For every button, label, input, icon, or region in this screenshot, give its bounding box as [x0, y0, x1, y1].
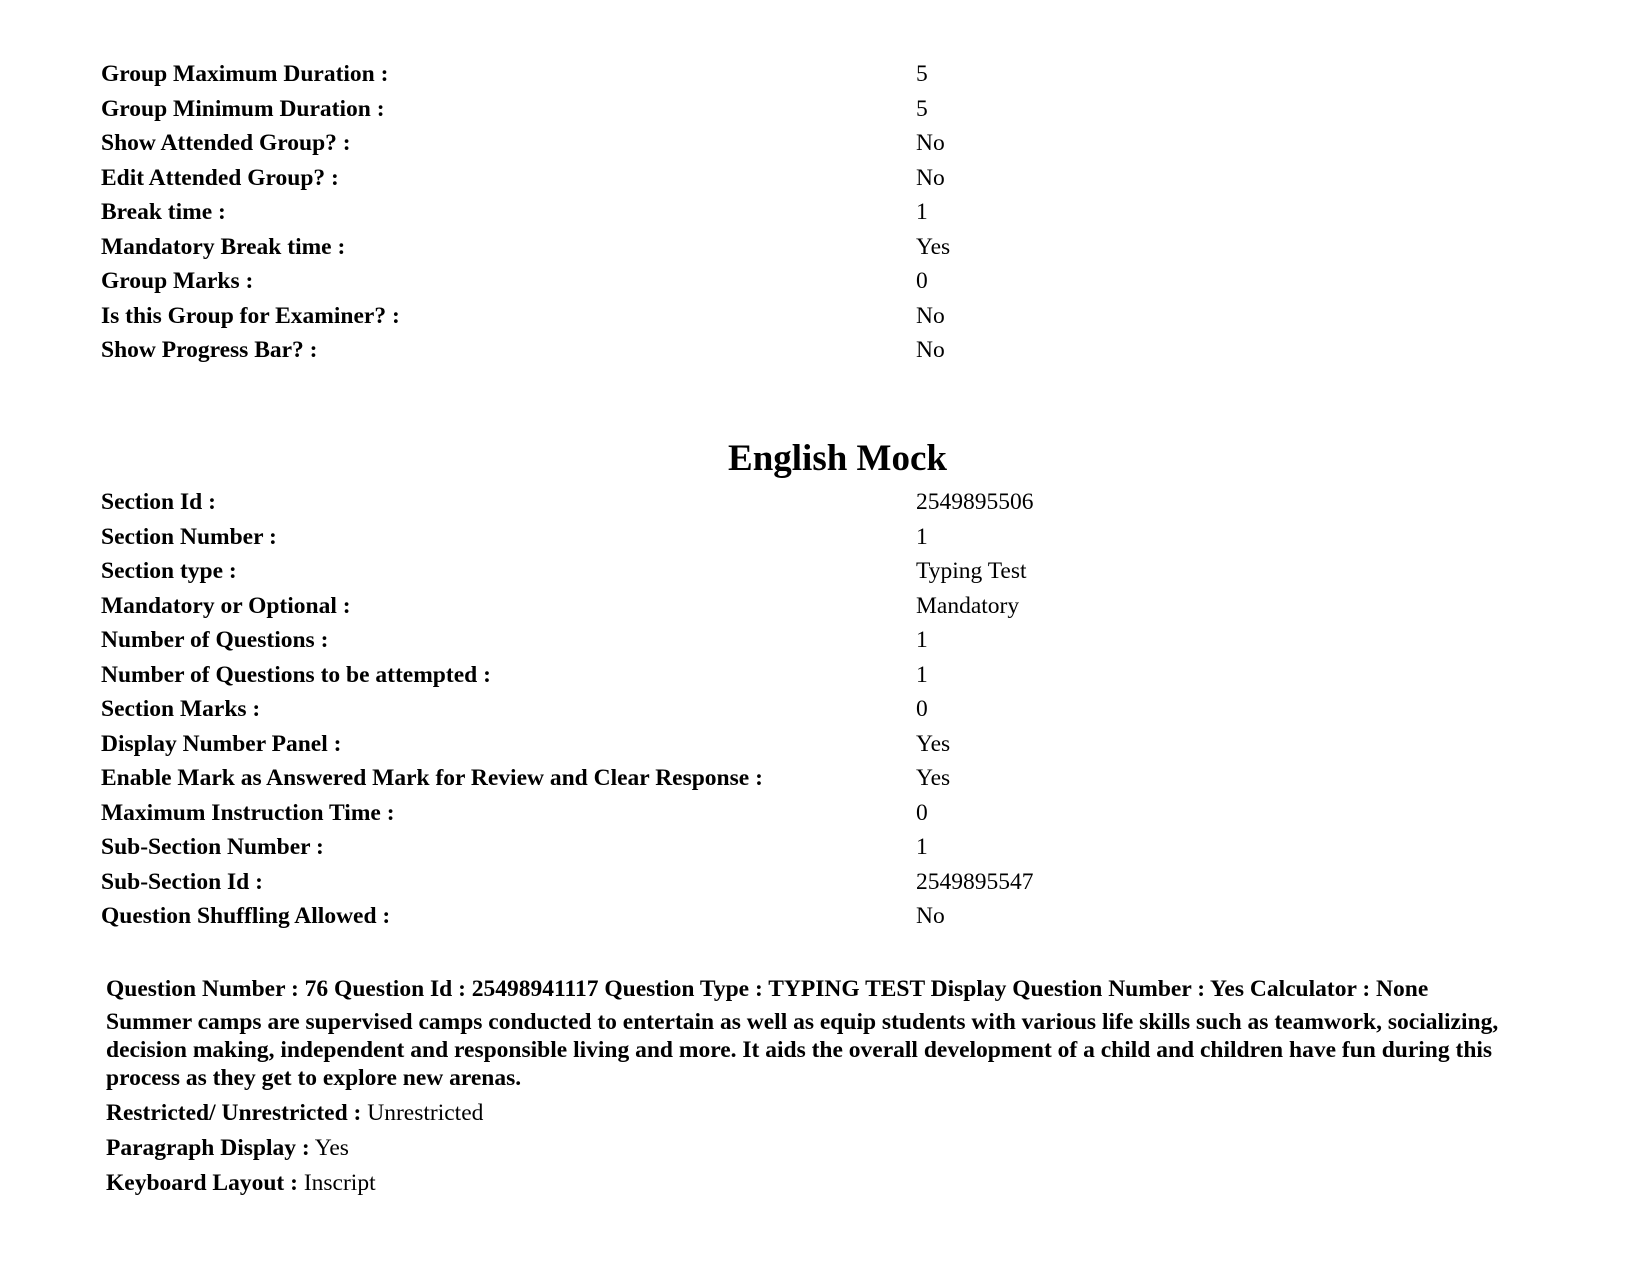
section-field-value: Yes	[916, 730, 951, 757]
section-field-value: 1	[916, 661, 928, 688]
group-setting-value: 5	[916, 61, 928, 87]
group-setting-label: Show Progress Bar? :	[101, 337, 318, 363]
question-header: Question Number : 76 Question Id : 25498941117 Question Type : TYPING TEST Display Question Number : Yes Calculator : None	[106, 976, 1429, 1002]
section-field-row	[101, 658, 1501, 693]
section-field-value: Yes	[916, 765, 951, 791]
section-field-row	[101, 865, 1501, 900]
group-setting-row	[101, 195, 1501, 230]
question-block	[106, 972, 1566, 1201]
group-setting-label: Break time :	[101, 199, 226, 225]
section-field-row	[101, 899, 1501, 934]
group-setting-label: Group Marks :	[101, 268, 254, 294]
paragraph-display-row	[106, 1131, 1566, 1166]
section-field-label: Sub-Section Number :	[101, 834, 324, 860]
group-setting-value: 0	[916, 268, 928, 294]
section-field-label: Display Number Panel :	[101, 730, 342, 757]
group-setting-row	[101, 333, 1501, 368]
section-field-value: Mandatory	[916, 592, 1020, 619]
section-field-row	[101, 520, 1501, 555]
group-setting-row	[101, 161, 1501, 196]
group-setting-value: No	[916, 130, 945, 156]
restriction-value: Unrestricted	[367, 1100, 484, 1126]
section-title: English Mock	[728, 438, 947, 479]
paragraph-display-label: Paragraph Display :	[106, 1135, 310, 1161]
section-field-label: Section Number :	[101, 523, 277, 550]
group-setting-label: Edit Attended Group? :	[101, 164, 339, 191]
keyboard-layout-value: Inscript	[303, 1170, 376, 1196]
group-settings-table	[101, 57, 1501, 368]
section-field-value: 0	[916, 696, 928, 722]
section-field-label: Section type :	[101, 558, 237, 584]
section-field-row	[101, 554, 1501, 589]
group-setting-label: Show Attended Group? :	[101, 130, 351, 156]
section-field-label: Number of Questions :	[101, 627, 329, 653]
group-setting-value: Yes	[916, 233, 951, 260]
group-setting-label: Is this Group for Examiner? :	[101, 302, 400, 329]
section-field-row	[101, 692, 1501, 727]
section-field-value: 1	[916, 627, 928, 653]
group-setting-value: 5	[916, 95, 928, 122]
section-settings-table	[101, 485, 1501, 934]
section-field-label: Question Shuffling Allowed :	[101, 903, 391, 929]
section-field-value: 2549895547	[916, 868, 1034, 895]
group-setting-value: No	[916, 337, 945, 363]
group-setting-label: Group Minimum Duration :	[101, 95, 385, 122]
restriction-row	[106, 1096, 1566, 1131]
section-field-value: Typing Test	[916, 558, 1027, 584]
paragraph-display-value: Yes	[314, 1135, 349, 1161]
group-setting-label: Mandatory Break time :	[101, 233, 346, 260]
group-setting-row	[101, 92, 1501, 127]
group-setting-row	[101, 264, 1501, 299]
keyboard-layout-label: Keyboard Layout :	[106, 1170, 298, 1196]
group-setting-row	[101, 126, 1501, 161]
group-setting-value: No	[916, 302, 945, 329]
section-field-label: Section Id :	[101, 489, 216, 515]
section-field-value: 2549895506	[916, 489, 1034, 515]
section-field-label: Mandatory or Optional :	[101, 592, 351, 619]
group-setting-row	[101, 57, 1501, 92]
group-setting-row	[101, 230, 1501, 265]
group-setting-value: 1	[916, 199, 928, 225]
section-field-row	[101, 623, 1501, 658]
section-field-row	[101, 796, 1501, 831]
section-field-row	[101, 761, 1501, 796]
section-field-label: Maximum Instruction Time :	[101, 799, 395, 826]
section-field-row	[101, 830, 1501, 865]
section-field-value: 0	[916, 799, 928, 826]
section-field-label: Enable Mark as Answered Mark for Review and Clear Response :	[101, 765, 763, 791]
section-field-label: Section Marks :	[101, 696, 261, 722]
keyboard-layout-row	[106, 1166, 1566, 1201]
section-field-row	[101, 589, 1501, 624]
section-field-value: No	[916, 903, 945, 929]
group-setting-value: No	[916, 164, 945, 191]
section-field-label: Sub-Section Id :	[101, 868, 263, 895]
section-field-row	[101, 485, 1501, 520]
section-field-value: 1	[916, 834, 928, 860]
question-passage: Summer camps are supervised camps conducted to entertain as well as equip students with various life skills such as teamwork, socializing, decision making, independent and responsible living and more. It aids the overall development of a child and children have fun during this process as they get to explore new arenas.	[106, 1009, 1499, 1091]
section-field-value: 1	[916, 523, 928, 550]
group-setting-label: Group Maximum Duration :	[101, 61, 389, 87]
restriction-label: Restricted/ Unrestricted :	[106, 1100, 362, 1126]
section-field-label: Number of Questions to be attempted :	[101, 661, 491, 688]
group-setting-row	[101, 299, 1501, 334]
section-field-row	[101, 727, 1501, 762]
